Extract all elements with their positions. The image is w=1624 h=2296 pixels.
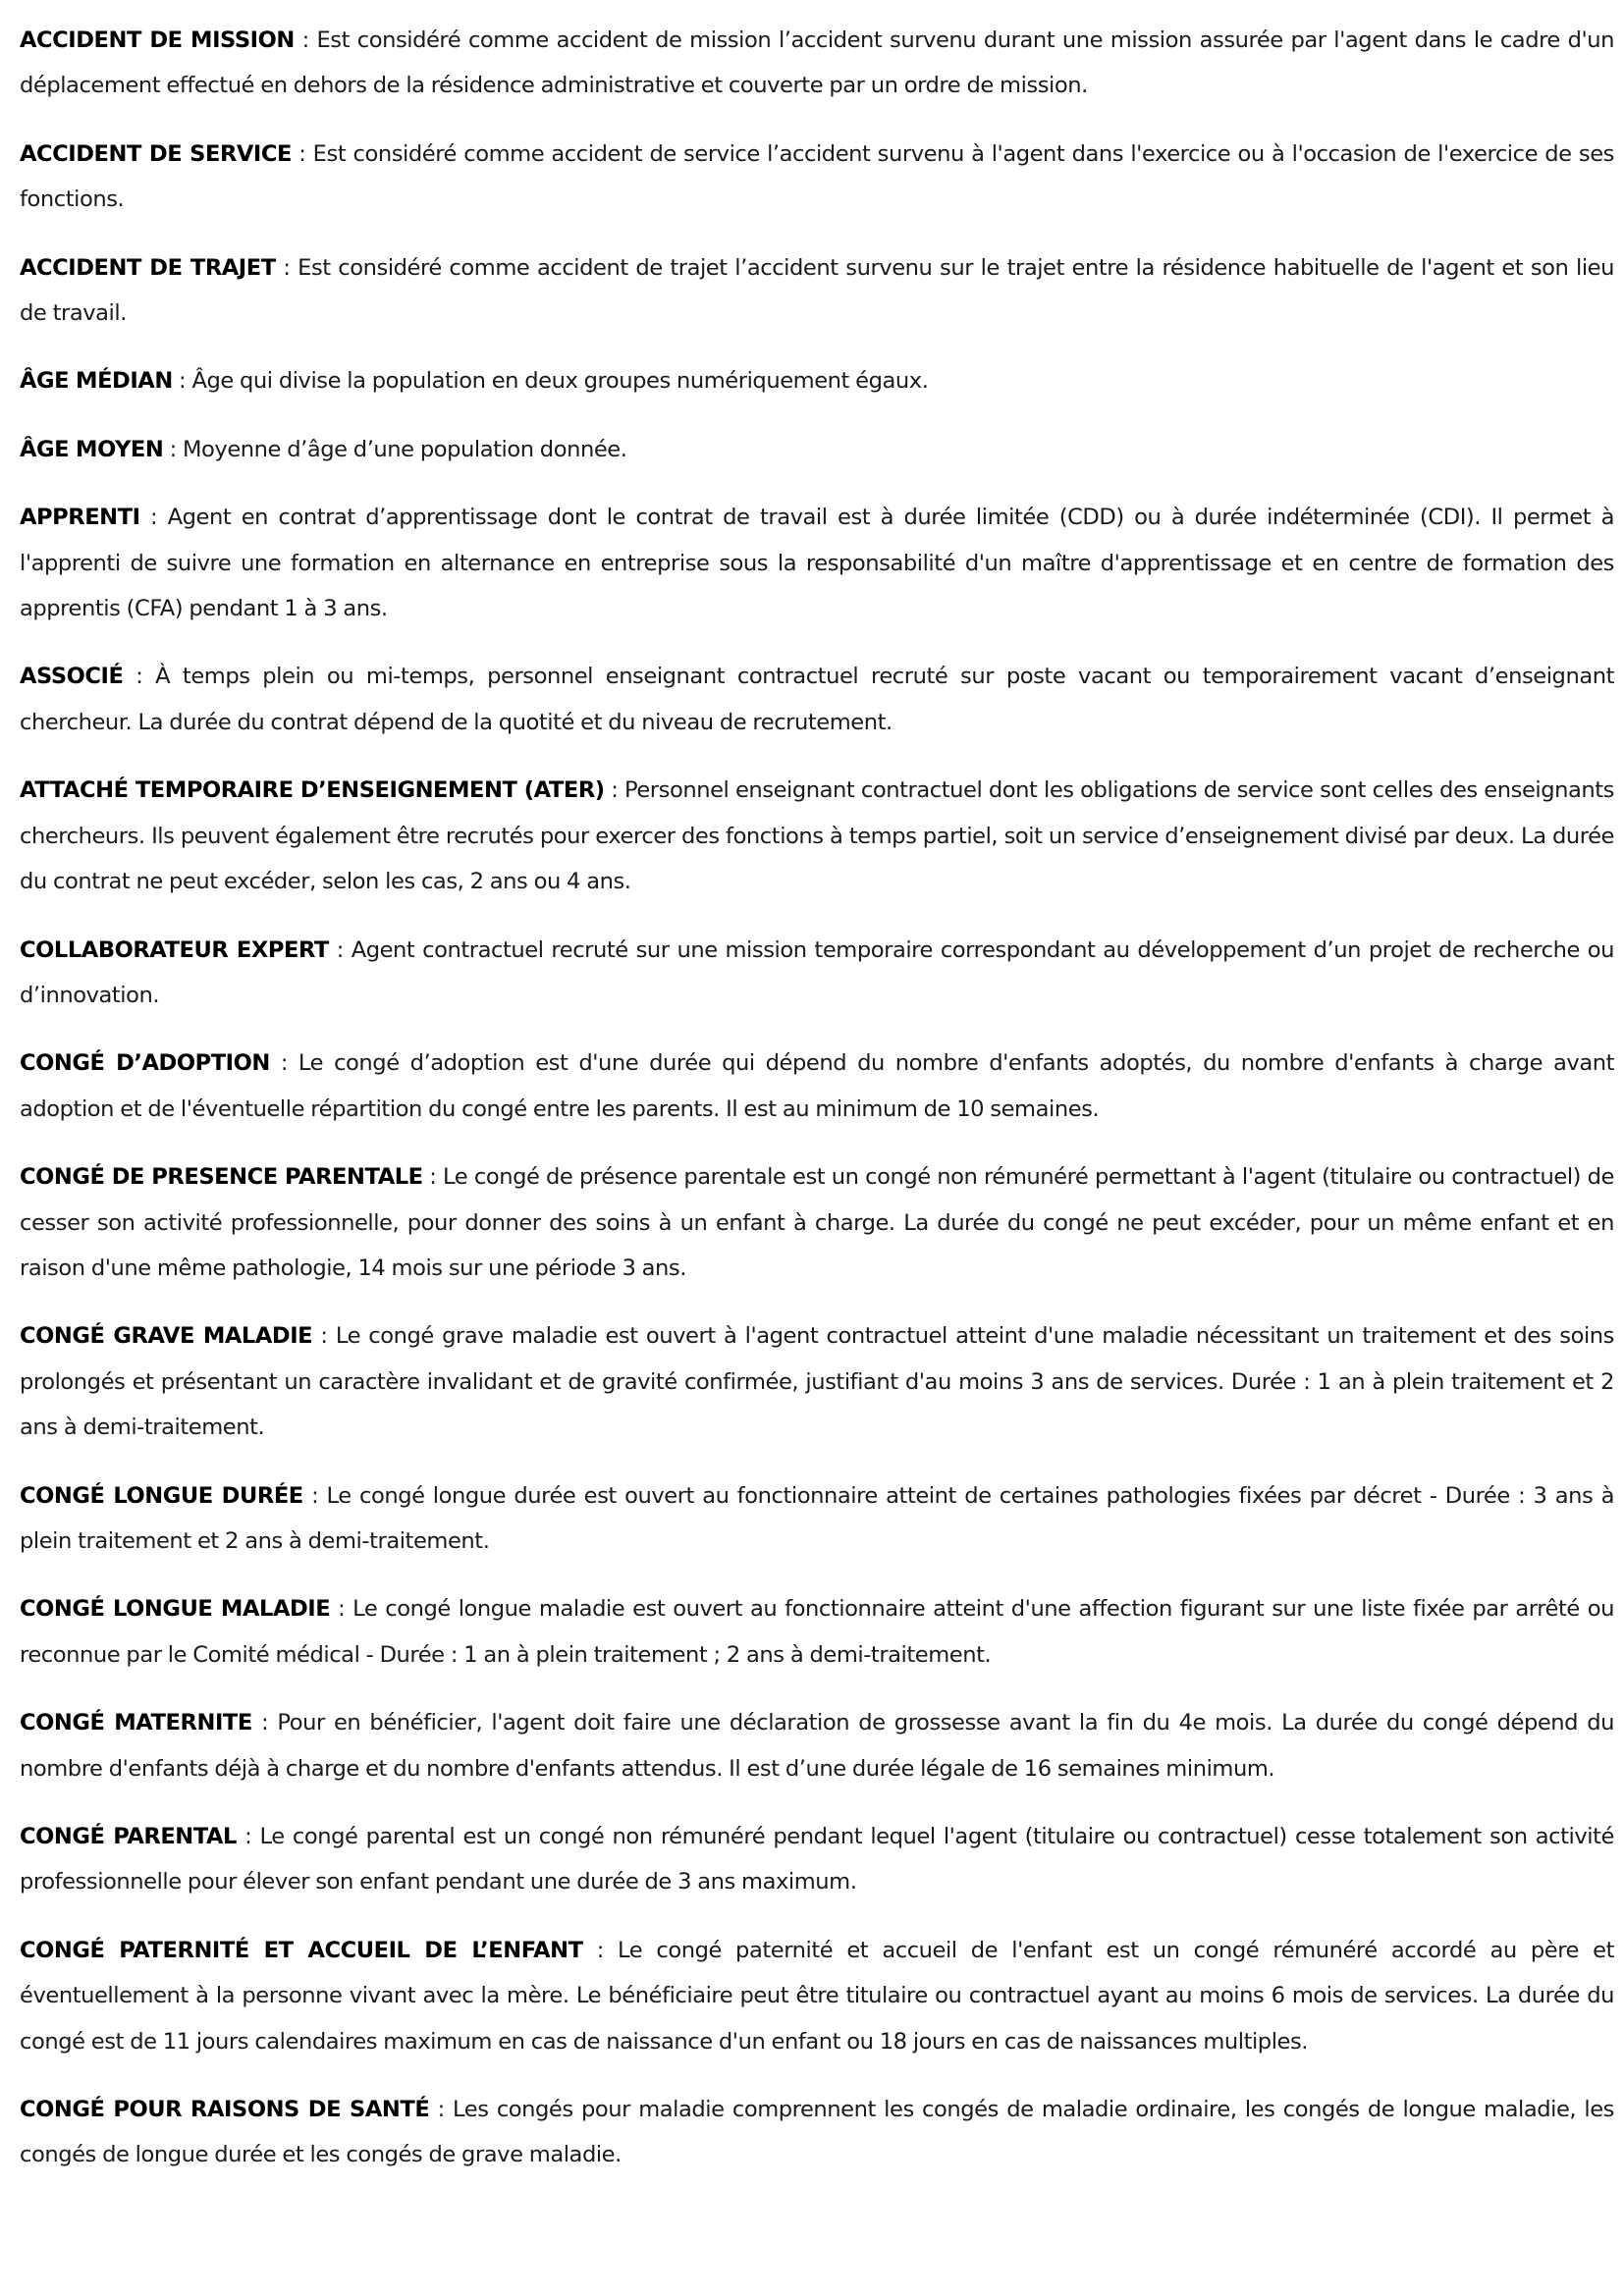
glossary-term: CONGÉ LONGUE MALADIE bbox=[20, 1596, 331, 1623]
glossary-definition: : Personnel enseignant contractuel dont les obligations de service sont celles des enseignants chercheurs. Ils peuvent également être recrutés pour exercer des fonctions à temps partiel, soit un service d’enseignement divisé par deux. La durée du contrat ne peut excéder, selon les cas, 2 ans ou 4 ans. bbox=[20, 777, 1614, 895]
glossary-term: CONGÉ GRAVE MALADIE bbox=[20, 1323, 313, 1350]
glossary-definition: : Âge qui divise la population en deux groupes numériquement égaux. bbox=[172, 368, 929, 395]
glossary-definition: : Pour en bénéficier, l'agent doit faire une déclaration de grossesse avant la fin du 4e mois. La durée du congé dépend du nombre d'enfants déjà à charge et du nombre d'enfants attendus. Il est d’une durée légale de 16 semaines minimum. bbox=[20, 1710, 1614, 1782]
glossary-term: COLLABORATEUR EXPERT bbox=[20, 936, 329, 963]
glossary-term: ATTACHÉ TEMPORAIRE D’ENSEIGNEMENT (ATER) bbox=[20, 777, 605, 804]
glossary-definition: : Est considéré comme accident de trajet l’accident survenu sur le trajet entre la résidence habituelle de l'agent et son lieu de travail. bbox=[20, 254, 1614, 327]
glossary-entry-conge-raisons-sante bbox=[20, 2087, 1614, 2178]
glossary-definition: : Agent contractuel recruté sur une mission temporaire correspondant au développement d’un projet de recherche ou d’innovation. bbox=[20, 936, 1614, 1008]
glossary-entry-conge-adoption bbox=[20, 1041, 1614, 1132]
glossary-definition: : Agent en contrat d’apprentissage dont le contrat de travail est à durée limitée (CDD) ou à durée indéterminée (CDI). Il permet à l'apprenti de suivre une formation en alternance en entreprise sous la responsabilité d'un maître d'apprentissage et en centre de formation des apprentis (CFA) pendant 1 à 3 ans. bbox=[20, 505, 1614, 622]
glossary-definition: : Le congé parental est un congé non rémunéré pendant lequel l'agent (titulaire ou contractuel) cesse totalement son activité professionnelle pour élever son enfant pendant une durée de 3 ans maximum. bbox=[20, 1824, 1614, 1896]
glossary-term: CONGÉ LONGUE DURÉE bbox=[20, 1482, 303, 1509]
glossary-definition: : Le congé grave maladie est ouvert à l'agent contractuel atteint d'une maladie nécessitant un traitement et des soins prolongés et présentant un caractère invalidant et de gravité confirmée, justifiant d'au moins 3 ans de services. Durée : 1 an à plein traitement et 2 ans à demi-traitement. bbox=[20, 1323, 1615, 1441]
glossary-entry-conge-parental bbox=[20, 1814, 1614, 1905]
glossary-term: ÂGE MÉDIAN bbox=[20, 368, 173, 395]
glossary-definition: : Est considéré comme accident de service l’accident survenu à l'agent dans l'exercice ou à l'occasion de l'exercice de ses fonctions. bbox=[20, 140, 1614, 213]
glossary-definition: : Le congé de présence parentale est un congé non rémunéré permettant à l'agent (titulaire ou contractuel) de cesser son activité professionnelle, pour donner des soins à un enfant à charge. La durée du congé ne peut excéder, pour un même enfant et en raison d'une même pathologie, 14 mois sur une période 3 ans. bbox=[20, 1164, 1614, 1281]
glossary-entry-conge-paternite bbox=[20, 1928, 1614, 2064]
glossary-page bbox=[20, 18, 1614, 2201]
glossary-entry-ater bbox=[20, 768, 1614, 904]
glossary-definition: : À temps plein ou mi-temps, personnel enseignant contractuel recruté sur poste vacant ou temporairement vacant d’enseignant chercheur. La durée du contrat dépend de la quotité et du niveau de recrutement. bbox=[20, 664, 1614, 735]
glossary-entry-age-moyen bbox=[20, 427, 1614, 472]
glossary-term: ACCIDENT DE MISSION bbox=[20, 27, 295, 53]
glossary-term: CONGÉ DE PRESENCE PARENTALE bbox=[20, 1164, 423, 1191]
glossary-entry-conge-grave-maladie bbox=[20, 1313, 1614, 1450]
glossary-definition: : Moyenne d’âge d’une population donnée. bbox=[163, 436, 627, 462]
glossary-entry-conge-presence-parentale bbox=[20, 1154, 1614, 1291]
glossary-entry-collaborateur-expert bbox=[20, 928, 1614, 1019]
glossary-entry-conge-longue-duree bbox=[20, 1473, 1614, 1565]
glossary-entry-accident-de-service bbox=[20, 132, 1614, 223]
glossary-entry-accident-de-trajet bbox=[20, 245, 1614, 337]
glossary-term: CONGÉ POUR RAISONS DE SANTÉ bbox=[20, 2097, 430, 2123]
glossary-term: CONGÉ PARENTAL bbox=[20, 1824, 237, 1849]
glossary-term: ACCIDENT DE SERVICE bbox=[20, 140, 292, 167]
glossary-entry-associe bbox=[20, 654, 1614, 745]
glossary-term: APPRENTI bbox=[20, 505, 140, 531]
glossary-term: CONGÉ PATERNITÉ ET ACCUEIL DE L’ENFANT bbox=[20, 1937, 583, 1963]
glossary-definition: : Les congés pour maladie comprennent les congés de maladie ordinaire, les congés de longue maladie, les congés de longue durée et les congés de grave maladie. bbox=[20, 2097, 1615, 2168]
glossary-definition: : Le congé longue durée est ouvert au fonctionnaire atteint de certaines pathologies fixées par décret - Durée : 3 ans à plein traitement et 2 ans à demi-traitement. bbox=[20, 1482, 1614, 1554]
glossary-term: CONGÉ MATERNITE bbox=[20, 1710, 252, 1736]
glossary-entry-conge-longue-maladie bbox=[20, 1586, 1614, 1678]
glossary-term: CONGÉ D’ADOPTION bbox=[20, 1050, 270, 1077]
glossary-definition: : Est considéré comme accident de mission l’accident survenu durant une mission assurée par l'agent dans le cadre d'un déplacement effectué en dehors de la résidence administrative et couverte par un ordre de mission. bbox=[20, 27, 1614, 99]
glossary-definition: : Le congé d’adoption est d'une durée qui dépend du nombre d'enfants adoptés, du nombre d'enfants à charge avant adoption et de l'éventuelle répartition du congé entre les parents. Il est au minimum de 10 semaines. bbox=[20, 1050, 1614, 1122]
glossary-entry-apprenti bbox=[20, 495, 1614, 631]
glossary-term: ACCIDENT DE TRAJET bbox=[20, 254, 276, 281]
glossary-entry-conge-maternite bbox=[20, 1700, 1614, 1791]
glossary-entry-accident-de-mission bbox=[20, 18, 1614, 109]
glossary-term: ÂGE MOYEN bbox=[20, 436, 164, 462]
glossary-term: ASSOCIÉ bbox=[20, 664, 124, 690]
glossary-definition: : Le congé paternité et accueil de l'enfant est un congé rémunéré accordé au père et éventuellement à la personne vivant avec la mère. Le bénéficiaire peut être titulaire ou contractuel ayant au moins 6 mois de services. La durée du congé est de 11 jours calendaires maximum en cas de naissance d'un enfant ou 18 jours en cas de naissances multiples. bbox=[20, 1937, 1614, 2055]
glossary-definition: : Le congé longue maladie est ouvert au fonctionnaire atteint d'une affection figurant sur une liste fixée par arrêté ou reconnue par le Comité médical - Durée : 1 an à plein traitement ; 2 ans à demi-traitement. bbox=[20, 1596, 1614, 1668]
glossary-entry-age-median bbox=[20, 358, 1614, 403]
